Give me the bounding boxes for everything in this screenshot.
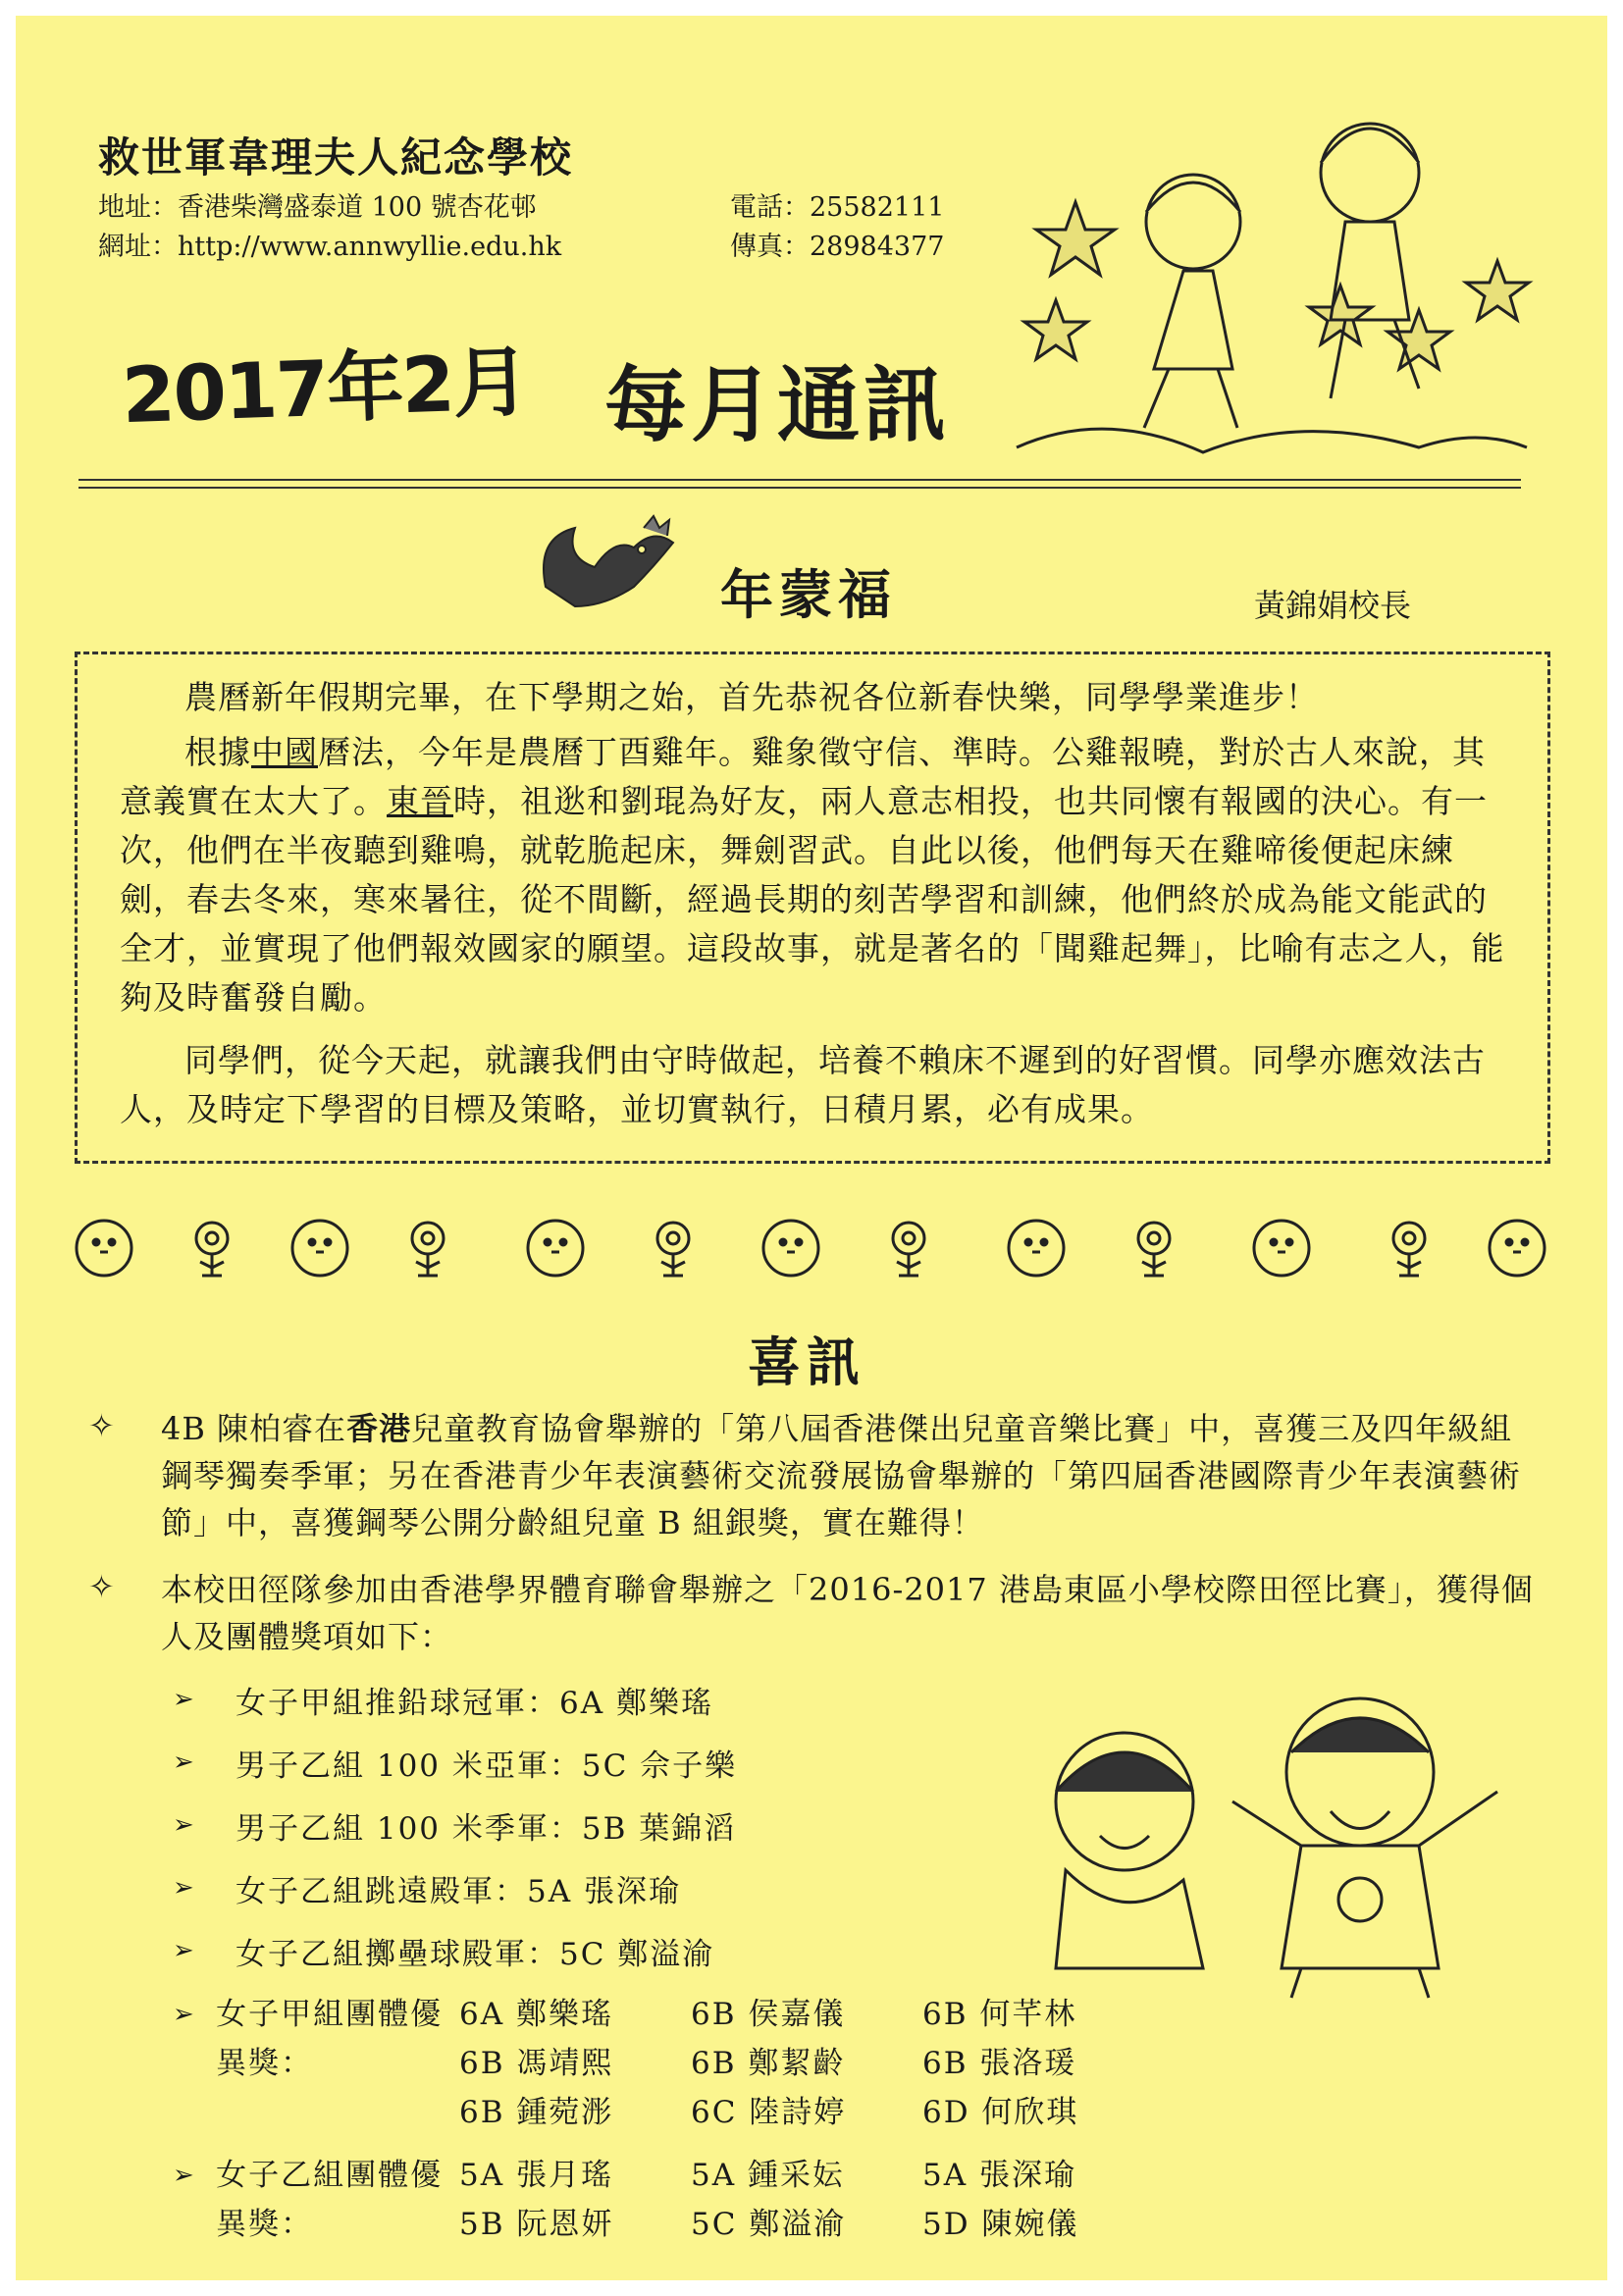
arrow-bullet-icon: ➢ bbox=[173, 1748, 194, 1777]
arrow-bullet-icon: ➢ bbox=[173, 2000, 194, 2029]
news-item-1-text-b: 兒童教育協會舉辦的「第八屆香港傑出兒童音樂比賽」中，喜獲三及四年級組鋼琴獨奏季軍；另在香港青少年表演藝術交流發展協會舉辦的「第四屆香港國際青少年表演藝術節」中，喜獲鋼琴公開分齡組兒童 B 組銀獎，實在難得！ bbox=[161, 1410, 1522, 1541]
team-member: 6B 鄭絜齡 bbox=[691, 2046, 846, 2081]
team-member: 6A 鄭樂瑤 bbox=[459, 1997, 613, 2032]
team-member: 6B 侯嘉儀 bbox=[691, 1997, 846, 2032]
award-label: 女子乙組擲壘球殿軍： bbox=[236, 1936, 559, 1972]
team-member: 5B 阮恩妍 bbox=[459, 2207, 614, 2242]
flower-icon bbox=[1393, 1223, 1425, 1276]
team-member: 6B 鍾菀浵 bbox=[459, 2095, 614, 2130]
award-winner: 6A 鄭樂瑤 bbox=[559, 1685, 713, 1721]
star-icon bbox=[1466, 261, 1529, 320]
chick-icon bbox=[1490, 1221, 1544, 1276]
team-b-names bbox=[459, 2151, 1154, 2249]
website-line: 網址：http://www.annwyllie.edu.hk bbox=[98, 232, 562, 262]
team-member: 5A 鍾采妘 bbox=[691, 2158, 845, 2193]
newsletter-title: 每月通訊 bbox=[604, 357, 951, 453]
chick-icon bbox=[528, 1221, 583, 1276]
team-member: 5A 張深瑜 bbox=[922, 2158, 1076, 2193]
address-line: 地址：香港柴灣盛泰道 100 號杏花邨 bbox=[98, 192, 537, 223]
team-b-label: 女子乙組團體優異獎： bbox=[216, 2158, 444, 2242]
message-paragraph-1: 農曆新年假期完畢，在下學期之始，首先恭祝各位新春快樂，同學學業進步！ bbox=[184, 678, 1319, 716]
team-member: 6D 何欣琪 bbox=[922, 2095, 1079, 2130]
award-winner: 5A 張深瑜 bbox=[527, 1873, 681, 1909]
arrow-bullet-icon: ➢ bbox=[173, 1936, 194, 1965]
eastern-jin-underlined: 東晉 bbox=[387, 782, 453, 820]
flower-icon bbox=[657, 1223, 689, 1276]
team-member: 5D 陳婉儀 bbox=[922, 2207, 1079, 2242]
arrow-bullet-icon: ➢ bbox=[173, 1685, 194, 1714]
award-label: 女子乙組跳遠殿軍： bbox=[236, 1873, 527, 1909]
message-paragraph-3: 同學們，從今天起，就讓我們由守時做起，培養不賴床不遲到的好習慣。同學亦應效法古人，及時定下學習的目標及策略，並切實執行，日積月累，必有成果。 bbox=[120, 1041, 1486, 1128]
rooster-icon bbox=[526, 498, 683, 616]
award-label: 男子乙組 100 米季軍： bbox=[236, 1810, 582, 1847]
arrow-bullet-icon: ➢ bbox=[173, 2161, 194, 2190]
team-award-a bbox=[173, 1990, 1154, 2137]
flower-icon bbox=[412, 1223, 444, 1276]
news-item-2: 本校田徑隊參加由香港學界體育聯會舉辦之「2016-2017 港島東區小學校際田徑比賽」，獲得個人及團體獎項如下： bbox=[161, 1571, 1534, 1655]
paragraph-2-text-b: 曆法，今年是農曆丁酉雞年。雞象徵守信、準時。公雞報曉，對於古人來說，其意義實在太大了。 bbox=[120, 733, 1486, 820]
newsletter-date-title: 2017年2月 bbox=[120, 338, 530, 442]
china-underlined: 中國 bbox=[251, 733, 318, 771]
award-label: 男子乙組 100 米亞軍： bbox=[236, 1748, 582, 1784]
paragraph-2-text-a: 根據 bbox=[184, 733, 251, 771]
star-icon bbox=[1036, 202, 1115, 275]
medal-children-illustration bbox=[1007, 1674, 1556, 2008]
flower-icon bbox=[893, 1223, 924, 1276]
bullet-icon: ✧ bbox=[88, 1407, 115, 1444]
team-member: 5C 鄭溢渝 bbox=[691, 2207, 847, 2242]
team-member: 6B 何芊林 bbox=[922, 1997, 1077, 2032]
flower-icon bbox=[1138, 1223, 1170, 1276]
newsletter-page bbox=[16, 16, 1607, 2280]
chick-icon bbox=[1009, 1221, 1064, 1276]
star-icon bbox=[1309, 286, 1372, 344]
bullet-icon: ✧ bbox=[88, 1568, 115, 1605]
news-item-1 bbox=[161, 1405, 1535, 1546]
blessing-title: 年蒙福 bbox=[720, 564, 897, 626]
header-divider-top bbox=[79, 479, 1521, 481]
award-label: 女子甲組推鉛球冠軍： bbox=[236, 1685, 559, 1721]
team-award-b bbox=[173, 2151, 1154, 2249]
phone-line: 電話：25582111 bbox=[730, 192, 945, 223]
team-a-names bbox=[459, 1990, 1154, 2137]
principal-message bbox=[120, 673, 1517, 1134]
message-paragraph-2 bbox=[120, 728, 1517, 1022]
header-divider-bottom bbox=[79, 487, 1521, 489]
good-news-title: 喜訊 bbox=[748, 1331, 865, 1393]
award-winner: 5C 佘子樂 bbox=[581, 1748, 738, 1784]
star-icon bbox=[1024, 300, 1087, 359]
news-item-1-text-a: 4B 陳柏睿在 bbox=[161, 1410, 347, 1447]
arrow-bullet-icon: ➢ bbox=[173, 1873, 194, 1903]
team-member: 5A 張月瑤 bbox=[459, 2158, 613, 2193]
paragraph-2-text-c: 時，祖逖和劉琨為好友，兩人意志相投，也共同懷有報國的決心。有一次，他們在半夜聽到雞鳴，就乾脆起床，舞劍習武。自此以後，他們每天在雞啼後便起床練劍，春去冬來，寒來暑往，從不間斷，經過長期的刻苦學習和訓練，他們終於成為能文能武的全才，並實現了他們報效國家的願望。這段故事，就是著名的「聞雞起舞」，比喻有志之人，能夠及時奮發自勵。 bbox=[120, 782, 1505, 1017]
fax-line: 傳真：28984377 bbox=[730, 232, 945, 262]
chick-icon bbox=[77, 1221, 131, 1276]
team-member: 6C 陸詩婷 bbox=[691, 2095, 847, 2130]
chick-flower-border bbox=[65, 1213, 1556, 1291]
hong-kong-bold: 香港 bbox=[346, 1410, 412, 1447]
jumping-children-illustration bbox=[1007, 75, 1537, 467]
chick-icon bbox=[763, 1221, 818, 1276]
arrow-bullet-icon: ➢ bbox=[173, 1810, 194, 1840]
team-member: 6B 馮靖熙 bbox=[459, 2046, 614, 2081]
team-member: 6B 張洛瑗 bbox=[922, 2046, 1077, 2081]
chick-icon bbox=[292, 1221, 347, 1276]
team-a-label: 女子甲組團體優異獎： bbox=[216, 1997, 444, 2081]
principal-byline: 黃錦娟校長 bbox=[1254, 587, 1412, 624]
school-name: 救世軍韋理夫人紀念學校 bbox=[98, 133, 574, 182]
flower-icon bbox=[196, 1223, 228, 1276]
award-winner: 5C 鄭溢渝 bbox=[559, 1936, 715, 1972]
award-winner: 5B 葉錦滔 bbox=[581, 1810, 737, 1847]
chick-icon bbox=[1254, 1221, 1309, 1276]
